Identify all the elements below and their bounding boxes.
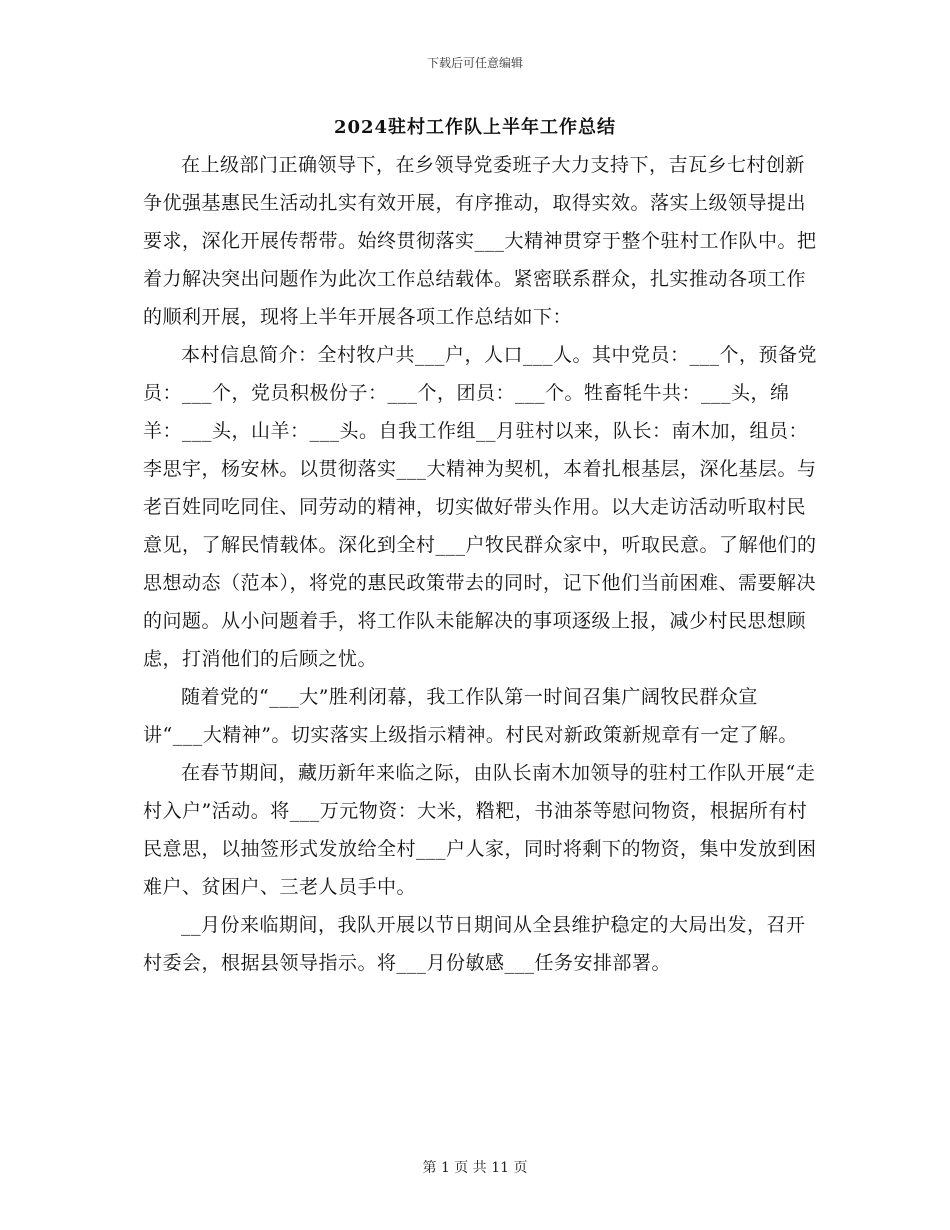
document-title: 2024驻村工作队上半年工作总结	[333, 117, 617, 138]
document-body	[143, 146, 817, 982]
paragraph-congress: 随着党的“___大”胜利闭幕，我工作队第一时间召集广阔牧民群众宣讲“___大精神”。切实落实上级指示精神。村民对新政策新规章有一定了解。	[143, 686, 798, 746]
paragraph-stability: __月份来临期间，我队开展以节日期间从全县维护稳定的大局出发，召开村委会，根据县领导指示。将___月份敏感___任务安排部署。	[143, 914, 806, 974]
page-header-note: 下载后可任意编辑	[426, 56, 523, 70]
paragraph-village-info: 本村信息简介：全村牧户共___户，人口___人。其中党员：___个，预备党员：___个，党员积极份子：___个，团员：___个。牲畜牦牛共：___头，绵羊：___头，山羊：___头。自我工作组__月驻村以来，队长：南木加，组员：李思宇，杨安林。以贯彻落实___大精神为契机，本着扎根基层，深化基层。与老百姓同吃同住、同劳动的精神，切实做好带头作用。以大走访活动听取村民意见，了解民情载体。深化到全村___户牧民群众家中，听取民意。了解他们的思想动态（范本），将党的惠民政策带去的同时，记下他们当前困难、需要解决的问题。从小问题着手，将工作队未能解决的事项逐级上报，减少村民思想顾虑，打消他们的后顾之忧。	[143, 344, 818, 670]
paragraph-intro: 在上级部门正确领导下，在乡领导党委班子大力支持下，吉瓦乡七村创新争优强基惠民生活动扎实有效开展，有序推动，取得实效。落实上级领导提出要求，深化开展传帮带。始终贯彻落实___大精神贯穿于整个驻村工作队中。把着力解决突出问题作为此次工作总结载体。紧密联系群众，扎实推动各项工作的顺利开展，现将上半年开展各项工作总结如下：	[143, 154, 817, 328]
page-number: 第 1 页 共 11 页	[422, 1160, 528, 1176]
paragraph-spring-festival: 在春节期间，藏历新年来临之际，由队长南木加领导的驻村工作队开展“走村入户”活动。将___万元物资：大米，糌粑，书油茶等慰问物资，根据所有村民意思，以抽签形式发放给全村___户人家，同时将剩下的物资，集中发放到困难户、贫困户、三老人员手中。	[143, 762, 817, 898]
